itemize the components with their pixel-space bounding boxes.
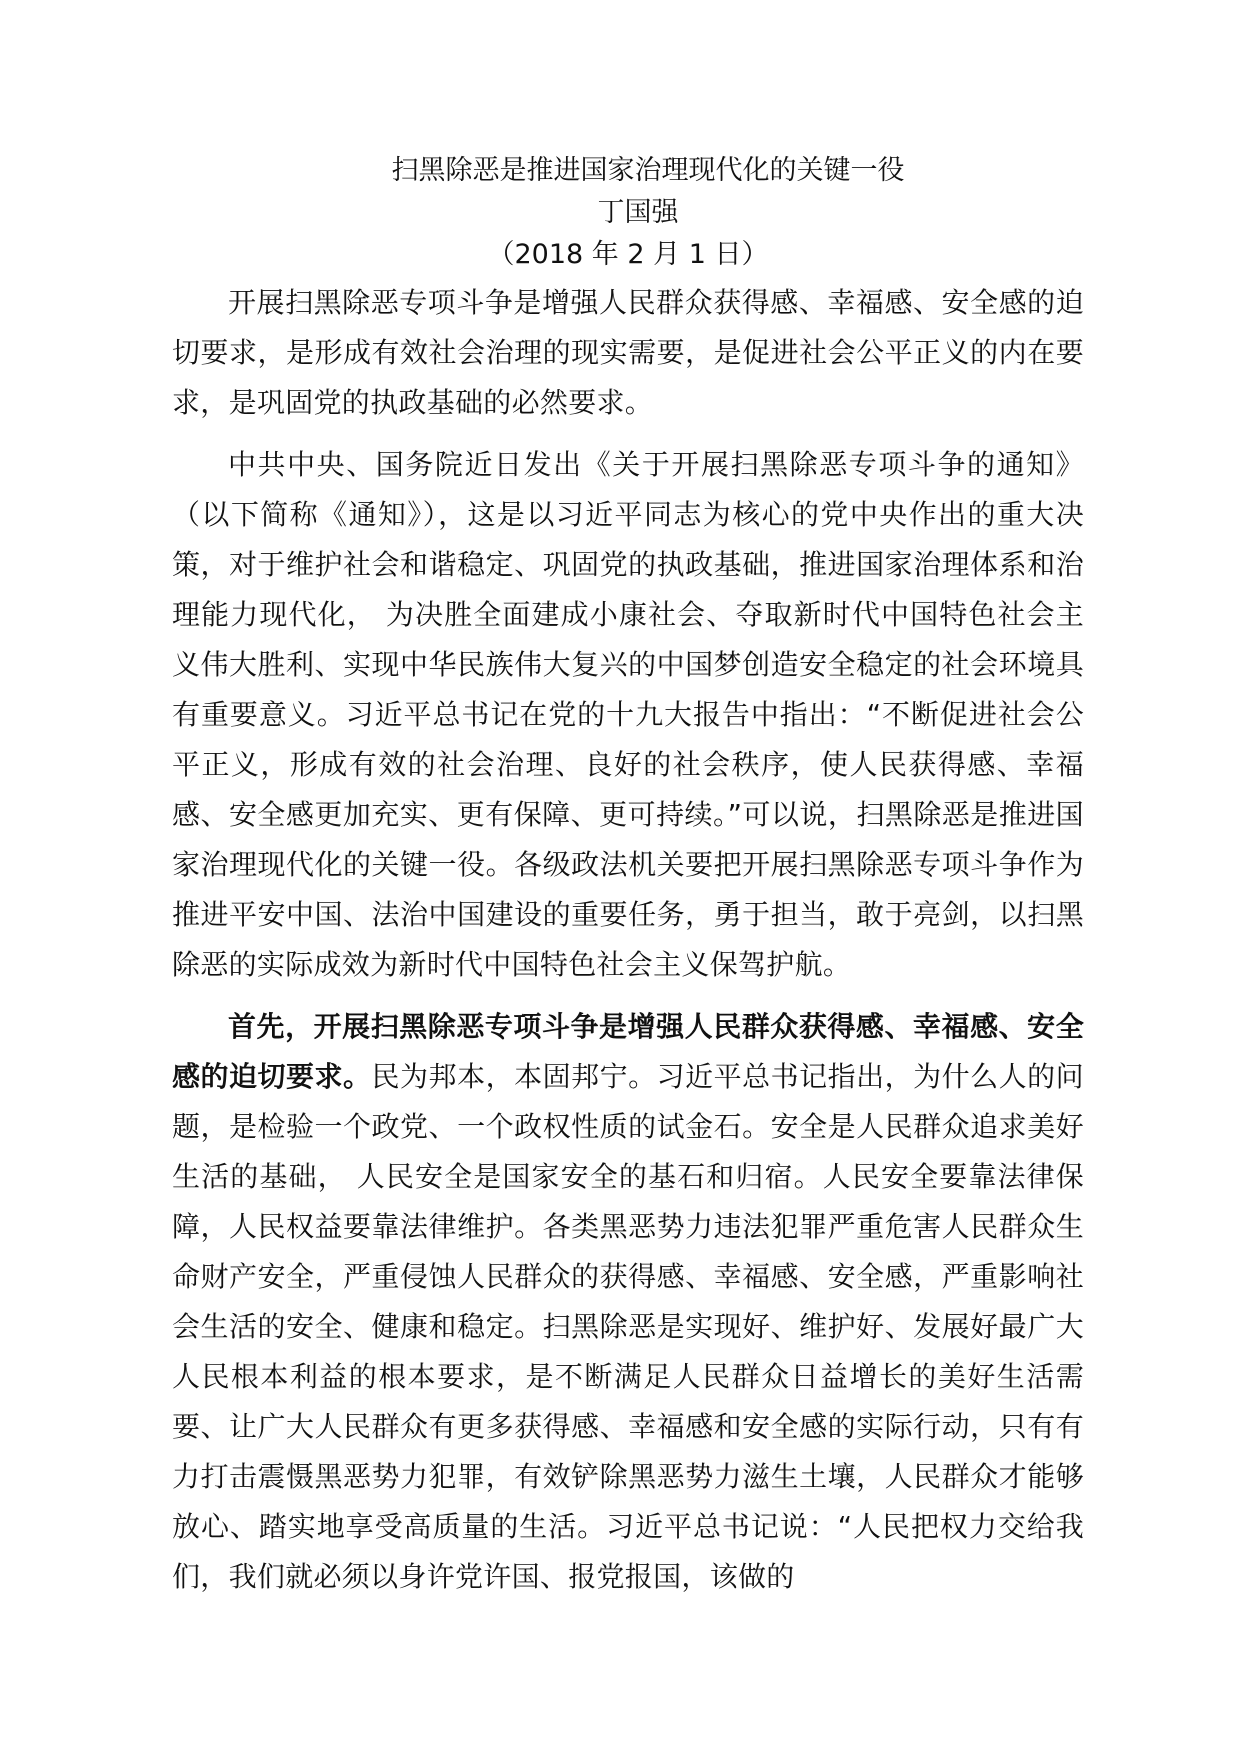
document-content xyxy=(172,150,1084,1614)
paragraph-2-text: 中共中央、国务院近日发出《关于开展扫黑除恶专项斗争的通知》（以下简称《通知》），这是以习近平同志为核心的党中央作出的重大决策，对于维护社会和谐稳定、巩固党的执政基础，推进国家治理体系和治理能力现代化， 为决胜全面建成小康社会、夺取新时代中国特色社会主义伟大胜利、实现中华民族伟大复兴的中国梦创造安全稳定的社会环境具有重要意义。习近平总书记在党的十九大报告中指出：“不断促进社会公平正义，形成有效的社会治理、良好的社会秩序，使人民获得感、幸福感、安全感更加充实、更有保障、更可持续。”可以说，扫黑除恶是推进国家治理现代化的关键一役。各级政法机关要把开展扫黑除恶专项斗争作为推进平安中国、法治中国建设的重要任务，勇于担当，敢于亮剑，以扫黑除恶的实际成效为新时代中国特色社会主义保驾护航。 xyxy=(172,448,1084,981)
document-header xyxy=(172,150,1084,276)
paragraph-1 xyxy=(172,278,1084,428)
document-body xyxy=(172,278,1084,1602)
paragraph-3-bold-lead: 首先，开展扫黑除恶专项斗争是增强人民群众获得感、幸福感、安全感的迫切要求。 xyxy=(172,1010,1084,1093)
document-author: 丁国强 xyxy=(597,197,679,228)
paragraph-3-text: 民为邦本，本固邦宁。习近平总书记指出，为什么人的问题，是检验一个政党、一个政权性质的试金石。安全是人民群众追求美好生活的基础， 人民安全是国家安全的基石和归宿。人民安全要靠法律保障，人民权益要靠法律维护。各类黑恶势力违法犯罪严重危害人民群众生命财产安全，严重侵蚀人民群众的获得感、幸福感、安全感，严重影响社会生活的安全、健康和稳定。扫黑除恶是实现好、维护好、发展好最广大人民根本利益的根本要求，是不断满足人民群众日益增长的美好生活需要、让广大人民群众有更多获得感、幸福感和安全感的实际行动，只有有力打击震慑黑恶势力犯罪，有效铲除黑恶势力滋生土壤，人民群众才能够放心、踏实地享受高质量的生活。习近平总书记说：“人民把权力交给我们，我们就必须以身许党许国、报党报国，该做的 xyxy=(172,1060,1084,1593)
paragraph-3 xyxy=(172,1002,1084,1602)
document-title: 扫黑除恶是推进国家治理现代化的关键一役 xyxy=(391,155,905,186)
document-date: （2018 年 2 月 1 日） xyxy=(487,239,769,270)
paragraph-2 xyxy=(172,440,1084,990)
paragraph-1-text: 开展扫黑除恶专项斗争是增强人民群众获得感、幸福感、安全感的迫切要求，是形成有效社会治理的现实需要，是促进社会公平正义的内在要求，是巩固党的执政基础的必然要求。 xyxy=(172,286,1084,419)
